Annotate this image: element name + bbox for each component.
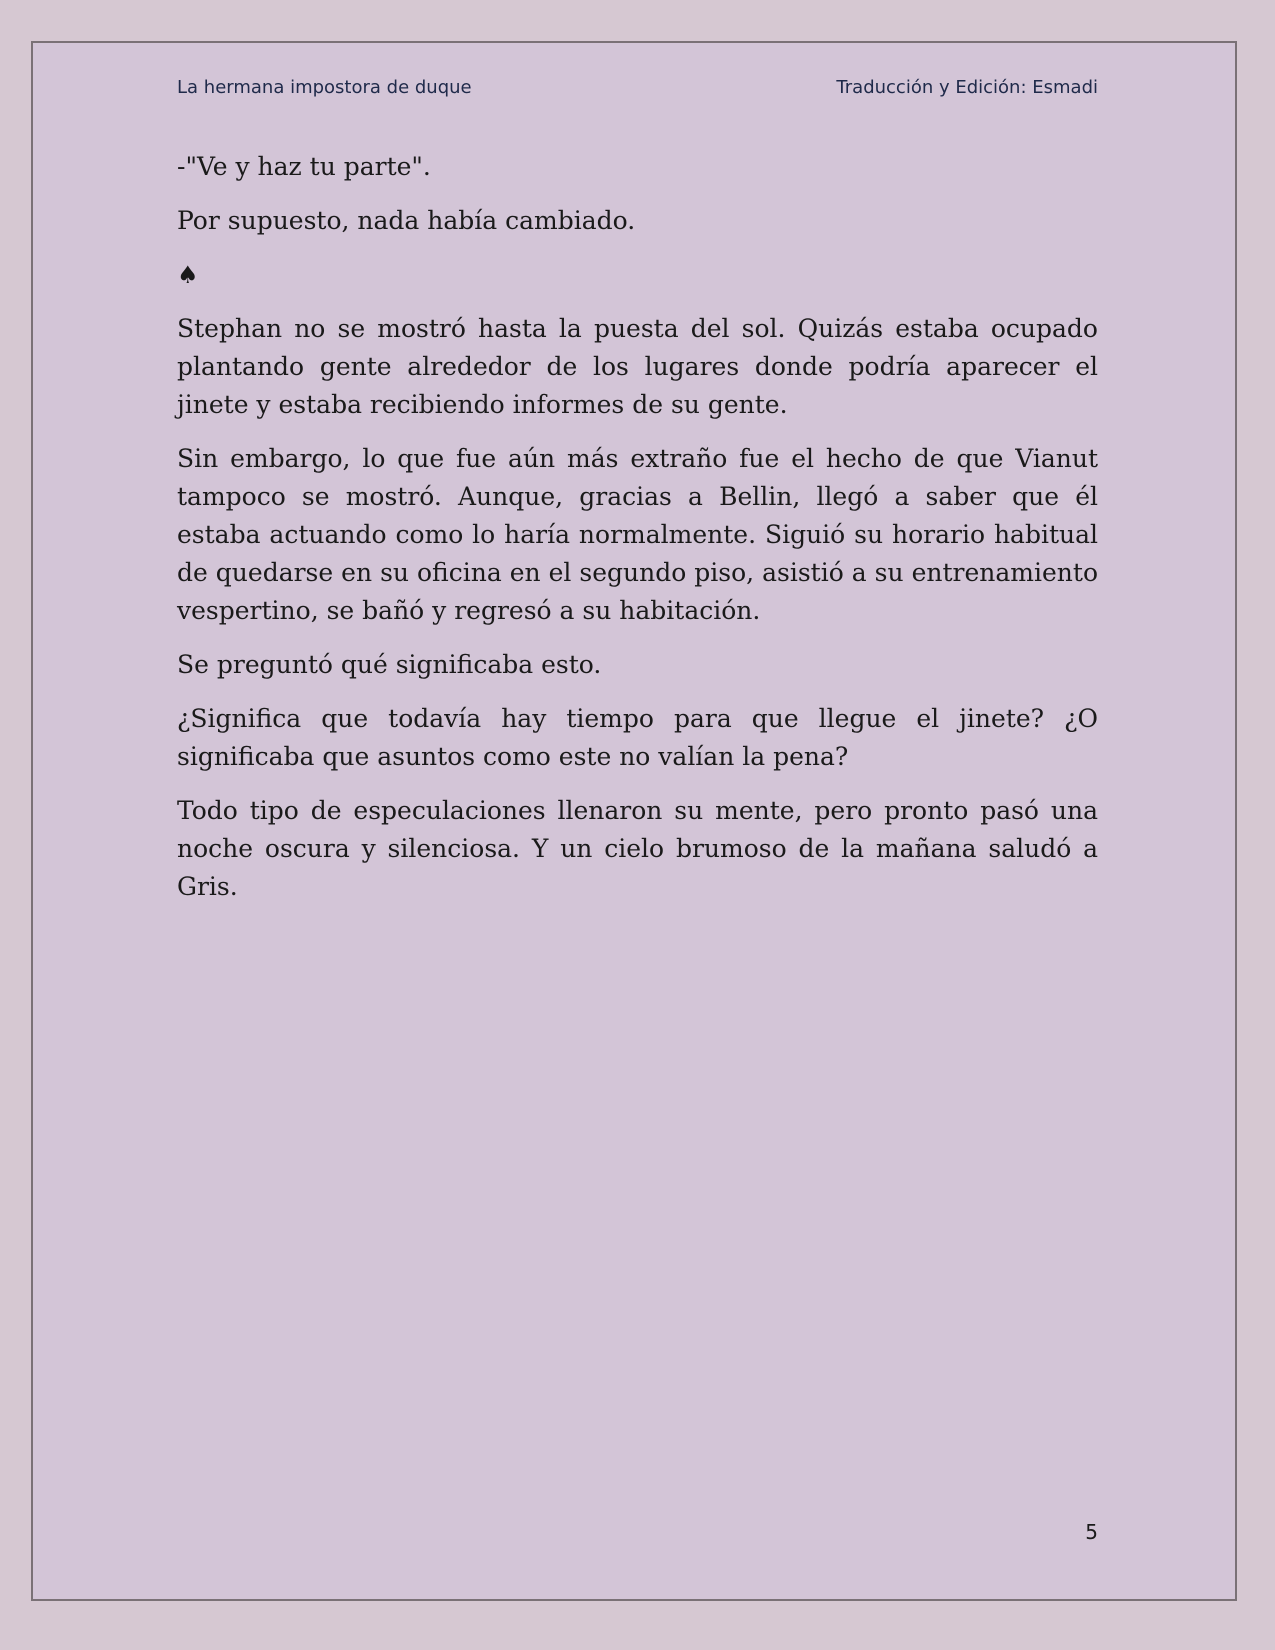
header-credits: Traducción y Edición: Esmadi	[836, 76, 1098, 98]
header-book-title: La hermana impostora de duque	[177, 76, 472, 98]
page-content	[177, 148, 1098, 922]
paragraph-5: Se preguntó qué significaba esto.	[177, 650, 602, 679]
paragraph-2: Por supuesto, nada había cambiado.	[177, 206, 636, 235]
paragraph-1: -"Ve y haz tu parte".	[177, 152, 431, 181]
spade-separator-icon: ♠	[177, 261, 199, 289]
page-number: 5	[1085, 1520, 1098, 1544]
paragraph-7: Todo tipo de especulaciones llenaron su mente, pero pronto pasó una noche oscura y silenciosa. Y un cielo brumoso de la mañana saludó a Gris.	[177, 796, 1098, 901]
paragraph-6: ¿Significa que todavía hay tiempo para que llegue el jinete? ¿O significaba que asuntos como este no valían la pena?	[177, 704, 1098, 771]
paragraph-4: Sin embargo, lo que fue aún más extraño fue el hecho de que Vianut tampoco se mostró. Aunque, gracias a Bellin, llegó a saber que él estaba actuando como lo haría normalmente. Siguió su horario habitual de quedarse en su oficina en el segundo piso, asistió a su entrenamiento vespertino, se bañó y regresó a su habitación.	[177, 444, 1098, 625]
page-header	[177, 72, 1098, 102]
paragraph-3: Stephan no se mostró hasta la puesta del sol. Quizás estaba ocupado plantando gente alrededor de los lugares donde podría aparecer el jinete y estaba recibiendo informes de su gente.	[177, 314, 1098, 419]
